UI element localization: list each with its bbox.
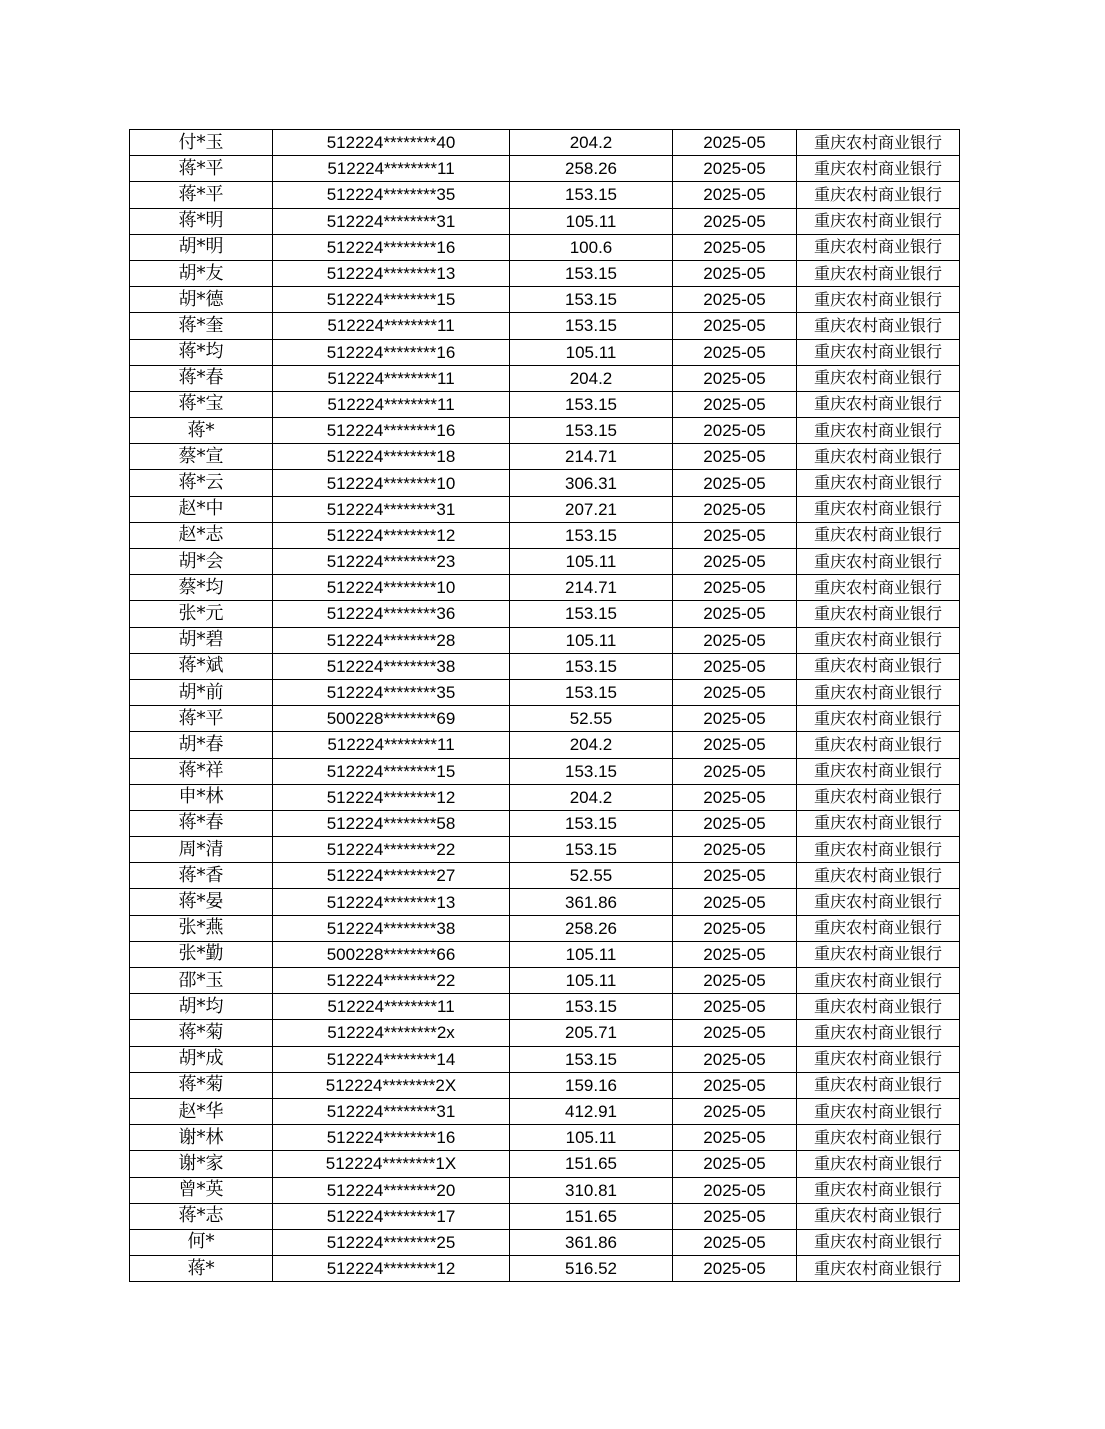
amount-cell: 105.11 [510,627,673,653]
bank-name-cell: 重庆农村商业银行 [797,313,960,339]
table-row [130,784,960,810]
bank-name-cell: 重庆农村商业银行 [797,889,960,915]
amount-cell: 214.71 [510,444,673,470]
id-number-cell: 512224********12 [273,784,510,810]
period-cell: 2025-05 [673,260,797,286]
table-row [130,601,960,627]
id-number-cell: 512224********11 [273,391,510,417]
amount-cell: 153.15 [510,313,673,339]
amount-cell: 258.26 [510,915,673,941]
amount-cell: 258.26 [510,156,673,182]
id-number-cell: 512224********35 [273,182,510,208]
bank-name-cell: 重庆农村商业银行 [797,627,960,653]
table-row [130,706,960,732]
id-number-cell: 512224********12 [273,522,510,548]
period-cell: 2025-05 [673,627,797,653]
id-number-cell: 512224********11 [273,732,510,758]
id-number-cell: 512224********35 [273,679,510,705]
id-number-cell: 512224********15 [273,758,510,784]
bank-name-cell: 重庆农村商业银行 [797,418,960,444]
id-number-cell: 512224********11 [273,156,510,182]
period-cell: 2025-05 [673,1151,797,1177]
period-cell: 2025-05 [673,1256,797,1282]
table-row [130,732,960,758]
amount-cell: 52.55 [510,706,673,732]
period-cell: 2025-05 [673,679,797,705]
recipient-name-cell: 胡*明 [130,234,273,260]
bank-name-cell: 重庆农村商业银行 [797,837,960,863]
amount-cell: 153.15 [510,653,673,679]
amount-cell: 153.15 [510,810,673,836]
id-number-cell: 512224********11 [273,313,510,339]
recipient-name-cell: 胡*春 [130,732,273,758]
amount-cell: 105.11 [510,339,673,365]
recipient-name-cell: 赵*志 [130,522,273,548]
bank-name-cell: 重庆农村商业银行 [797,1177,960,1203]
bank-name-cell: 重庆农村商业银行 [797,1020,960,1046]
id-number-cell: 512224********38 [273,915,510,941]
bank-name-cell: 重庆农村商业银行 [797,444,960,470]
bank-name-cell: 重庆农村商业银行 [797,968,960,994]
amount-cell: 204.2 [510,130,673,156]
bank-name-cell: 重庆农村商业银行 [797,130,960,156]
recipient-name-cell: 蒋*香 [130,863,273,889]
id-number-cell: 512224********18 [273,444,510,470]
recipient-name-cell: 谢*家 [130,1151,273,1177]
table-row [130,260,960,286]
bank-name-cell: 重庆农村商业银行 [797,470,960,496]
bank-name-cell: 重庆农村商业银行 [797,575,960,601]
recipient-name-cell: 付*玉 [130,130,273,156]
period-cell: 2025-05 [673,444,797,470]
table-row [130,1256,960,1282]
bank-name-cell: 重庆农村商业银行 [797,234,960,260]
bank-name-cell: 重庆农村商业银行 [797,365,960,391]
bank-name-cell: 重庆农村商业银行 [797,1151,960,1177]
recipient-name-cell: 张*勤 [130,941,273,967]
id-number-cell: 512224********40 [273,130,510,156]
period-cell: 2025-05 [673,1125,797,1151]
period-cell: 2025-05 [673,470,797,496]
table-row [130,679,960,705]
table-row [130,1177,960,1203]
amount-cell: 204.2 [510,365,673,391]
amount-cell: 105.11 [510,941,673,967]
amount-cell: 516.52 [510,1256,673,1282]
id-number-cell: 512224********16 [273,339,510,365]
table-row [130,470,960,496]
recipient-name-cell: 蒋*斌 [130,653,273,679]
recipient-name-cell: 胡*德 [130,287,273,313]
amount-cell: 204.2 [510,732,673,758]
period-cell: 2025-05 [673,968,797,994]
id-number-cell: 512224********2X [273,1072,510,1098]
table-row [130,182,960,208]
period-cell: 2025-05 [673,391,797,417]
bank-name-cell: 重庆农村商业银行 [797,156,960,182]
id-number-cell: 512224********10 [273,575,510,601]
bank-name-cell: 重庆农村商业银行 [797,653,960,679]
table-row [130,1203,960,1229]
bank-name-cell: 重庆农村商业银行 [797,549,960,575]
table-row [130,1125,960,1151]
bank-name-cell: 重庆农村商业银行 [797,496,960,522]
bank-name-cell: 重庆农村商业银行 [797,1203,960,1229]
recipient-name-cell: 蒋*晏 [130,889,273,915]
table-row [130,418,960,444]
period-cell: 2025-05 [673,1020,797,1046]
period-cell: 2025-05 [673,653,797,679]
bank-name-cell: 重庆农村商业银行 [797,863,960,889]
recipient-name-cell: 蔡*均 [130,575,273,601]
amount-cell: 153.15 [510,522,673,548]
recipient-name-cell: 赵*华 [130,1098,273,1124]
bank-name-cell: 重庆农村商业银行 [797,679,960,705]
table-row [130,863,960,889]
period-cell: 2025-05 [673,208,797,234]
bank-name-cell: 重庆农村商业银行 [797,260,960,286]
table-row [130,234,960,260]
recipient-name-cell: 蔡*宣 [130,444,273,470]
period-cell: 2025-05 [673,575,797,601]
period-cell: 2025-05 [673,130,797,156]
recipient-name-cell: 曾*英 [130,1177,273,1203]
recipient-name-cell: 胡*友 [130,260,273,286]
amount-cell: 205.71 [510,1020,673,1046]
id-number-cell: 512224********20 [273,1177,510,1203]
table-row [130,915,960,941]
recipient-name-cell: 蒋*明 [130,208,273,234]
amount-cell: 151.65 [510,1203,673,1229]
bank-name-cell: 重庆农村商业银行 [797,758,960,784]
recipient-name-cell: 谢*林 [130,1125,273,1151]
amount-cell: 105.11 [510,1125,673,1151]
payment-table [129,129,960,1282]
amount-cell: 52.55 [510,863,673,889]
recipient-name-cell: 张*燕 [130,915,273,941]
recipient-name-cell: 蒋*平 [130,156,273,182]
bank-name-cell: 重庆农村商业银行 [797,182,960,208]
amount-cell: 204.2 [510,784,673,810]
recipient-name-cell: 蒋* [130,1256,273,1282]
recipient-name-cell: 胡*前 [130,679,273,705]
table-row [130,130,960,156]
period-cell: 2025-05 [673,339,797,365]
recipient-name-cell: 蒋*平 [130,706,273,732]
recipient-name-cell: 张*元 [130,601,273,627]
id-number-cell: 512224********31 [273,1098,510,1124]
recipient-name-cell: 蒋*平 [130,182,273,208]
recipient-name-cell: 胡*会 [130,549,273,575]
amount-cell: 153.15 [510,260,673,286]
period-cell: 2025-05 [673,994,797,1020]
table-row [130,968,960,994]
period-cell: 2025-05 [673,601,797,627]
bank-name-cell: 重庆农村商业银行 [797,208,960,234]
table-row [130,1046,960,1072]
amount-cell: 105.11 [510,968,673,994]
amount-cell: 105.11 [510,208,673,234]
amount-cell: 207.21 [510,496,673,522]
table-row [130,575,960,601]
amount-cell: 100.6 [510,234,673,260]
id-number-cell: 512224********27 [273,863,510,889]
amount-cell: 310.81 [510,1177,673,1203]
table-row [130,941,960,967]
id-number-cell: 512224********13 [273,260,510,286]
id-number-cell: 512224********10 [273,470,510,496]
bank-name-cell: 重庆农村商业银行 [797,1098,960,1124]
table-row [130,365,960,391]
table-row [130,1020,960,1046]
amount-cell: 153.15 [510,287,673,313]
table-row [130,627,960,653]
payment-table-body [130,130,960,1282]
amount-cell: 306.31 [510,470,673,496]
recipient-name-cell: 蒋*宝 [130,391,273,417]
bank-name-cell: 重庆农村商业银行 [797,1229,960,1255]
amount-cell: 153.15 [510,837,673,863]
recipient-name-cell: 蒋* [130,418,273,444]
bank-name-cell: 重庆农村商业银行 [797,706,960,732]
amount-cell: 159.16 [510,1072,673,1098]
recipient-name-cell: 何* [130,1229,273,1255]
amount-cell: 361.86 [510,889,673,915]
amount-cell: 361.86 [510,1229,673,1255]
table-row [130,758,960,784]
id-number-cell: 512224********22 [273,837,510,863]
recipient-name-cell: 蒋*菊 [130,1072,273,1098]
period-cell: 2025-05 [673,863,797,889]
period-cell: 2025-05 [673,732,797,758]
amount-cell: 105.11 [510,549,673,575]
table-row [130,156,960,182]
amount-cell: 153.15 [510,994,673,1020]
bank-name-cell: 重庆农村商业银行 [797,1046,960,1072]
table-row [130,1098,960,1124]
amount-cell: 153.15 [510,182,673,208]
period-cell: 2025-05 [673,915,797,941]
id-number-cell: 512224********2x [273,1020,510,1046]
id-number-cell: 512224********38 [273,653,510,679]
id-number-cell: 512224********16 [273,418,510,444]
recipient-name-cell: 蒋*志 [130,1203,273,1229]
id-number-cell: 512224********14 [273,1046,510,1072]
period-cell: 2025-05 [673,758,797,784]
bank-name-cell: 重庆农村商业银行 [797,1125,960,1151]
id-number-cell: 512224********36 [273,601,510,627]
table-row [130,313,960,339]
period-cell: 2025-05 [673,1072,797,1098]
period-cell: 2025-05 [673,1098,797,1124]
bank-name-cell: 重庆农村商业银行 [797,732,960,758]
period-cell: 2025-05 [673,522,797,548]
amount-cell: 153.15 [510,418,673,444]
bank-name-cell: 重庆农村商业银行 [797,994,960,1020]
table-row [130,653,960,679]
table-row [130,444,960,470]
period-cell: 2025-05 [673,837,797,863]
bank-name-cell: 重庆农村商业银行 [797,391,960,417]
table-row [130,339,960,365]
bank-name-cell: 重庆农村商业银行 [797,522,960,548]
recipient-name-cell: 蒋*菊 [130,1020,273,1046]
id-number-cell: 512224********22 [273,968,510,994]
bank-name-cell: 重庆农村商业银行 [797,1256,960,1282]
table-row [130,837,960,863]
amount-cell: 153.15 [510,1046,673,1072]
table-row [130,1151,960,1177]
bank-name-cell: 重庆农村商业银行 [797,810,960,836]
table-row [130,994,960,1020]
id-number-cell: 512224********31 [273,208,510,234]
recipient-name-cell: 邵*玉 [130,968,273,994]
id-number-cell: 512224********17 [273,1203,510,1229]
recipient-name-cell: 赵*中 [130,496,273,522]
amount-cell: 151.65 [510,1151,673,1177]
id-number-cell: 512224********58 [273,810,510,836]
amount-cell: 214.71 [510,575,673,601]
recipient-name-cell: 胡*成 [130,1046,273,1072]
period-cell: 2025-05 [673,496,797,522]
period-cell: 2025-05 [673,810,797,836]
id-number-cell: 512224********25 [273,1229,510,1255]
id-number-cell: 512224********12 [273,1256,510,1282]
recipient-name-cell: 周*清 [130,837,273,863]
bank-name-cell: 重庆农村商业银行 [797,1072,960,1098]
period-cell: 2025-05 [673,889,797,915]
table-row [130,1229,960,1255]
bank-name-cell: 重庆农村商业银行 [797,915,960,941]
period-cell: 2025-05 [673,313,797,339]
table-row [130,549,960,575]
id-number-cell: 512224********23 [273,549,510,575]
table-row [130,889,960,915]
recipient-name-cell: 蒋*均 [130,339,273,365]
period-cell: 2025-05 [673,156,797,182]
amount-cell: 153.15 [510,601,673,627]
id-number-cell: 512224********11 [273,365,510,391]
period-cell: 2025-05 [673,1229,797,1255]
bank-name-cell: 重庆农村商业银行 [797,941,960,967]
period-cell: 2025-05 [673,784,797,810]
period-cell: 2025-05 [673,418,797,444]
table-row [130,522,960,548]
id-number-cell: 512224********28 [273,627,510,653]
period-cell: 2025-05 [673,234,797,260]
amount-cell: 153.15 [510,391,673,417]
id-number-cell: 512224********1X [273,1151,510,1177]
period-cell: 2025-05 [673,706,797,732]
recipient-name-cell: 申*林 [130,784,273,810]
bank-name-cell: 重庆农村商业银行 [797,287,960,313]
bank-name-cell: 重庆农村商业银行 [797,339,960,365]
recipient-name-cell: 蒋*云 [130,470,273,496]
period-cell: 2025-05 [673,287,797,313]
period-cell: 2025-05 [673,549,797,575]
table-row [130,1072,960,1098]
amount-cell: 153.15 [510,679,673,705]
table-row [130,496,960,522]
id-number-cell: 512224********13 [273,889,510,915]
recipient-name-cell: 蒋*祥 [130,758,273,784]
recipient-name-cell: 蒋*春 [130,365,273,391]
period-cell: 2025-05 [673,1203,797,1229]
period-cell: 2025-05 [673,1177,797,1203]
id-number-cell: 512224********15 [273,287,510,313]
bank-name-cell: 重庆农村商业银行 [797,784,960,810]
amount-cell: 153.15 [510,758,673,784]
id-number-cell: 512224********16 [273,234,510,260]
recipient-name-cell: 胡*碧 [130,627,273,653]
table-row [130,208,960,234]
id-number-cell: 512224********11 [273,994,510,1020]
id-number-cell: 500228********69 [273,706,510,732]
period-cell: 2025-05 [673,941,797,967]
amount-cell: 412.91 [510,1098,673,1124]
id-number-cell: 512224********16 [273,1125,510,1151]
bank-name-cell: 重庆农村商业银行 [797,601,960,627]
period-cell: 2025-05 [673,365,797,391]
recipient-name-cell: 蒋*春 [130,810,273,836]
period-cell: 2025-05 [673,182,797,208]
recipient-name-cell: 胡*均 [130,994,273,1020]
id-number-cell: 500228********66 [273,941,510,967]
id-number-cell: 512224********31 [273,496,510,522]
recipient-name-cell: 蒋*奎 [130,313,273,339]
table-row [130,810,960,836]
table-row [130,391,960,417]
period-cell: 2025-05 [673,1046,797,1072]
table-row [130,287,960,313]
